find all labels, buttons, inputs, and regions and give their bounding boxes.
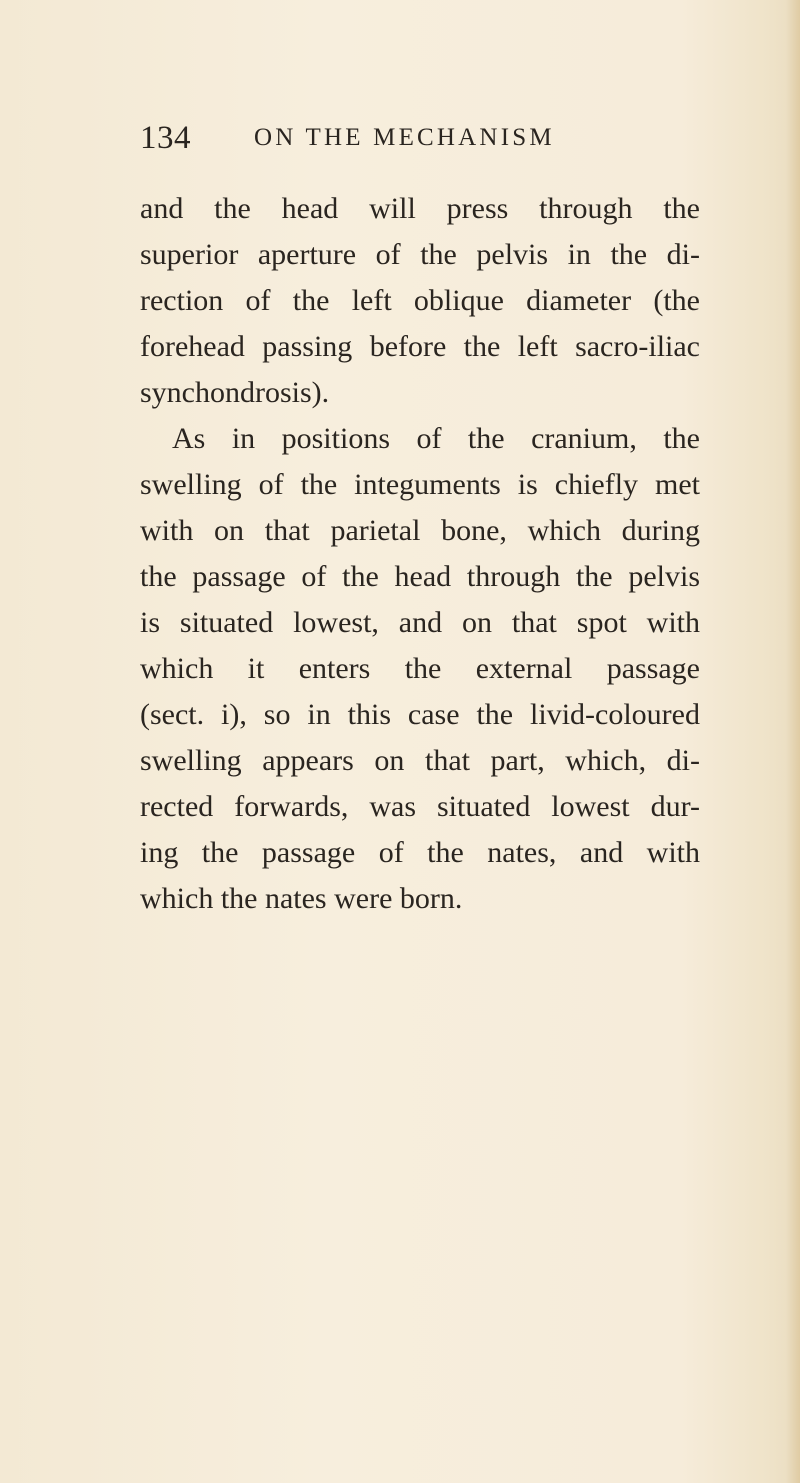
text-line: As in positions of the cranium, the	[172, 422, 700, 455]
page-number: 134	[140, 120, 191, 156]
text-line: superior aperture of the pelvis in the di-	[140, 238, 700, 271]
page-edge-shadow	[786, 0, 800, 1483]
text-line: which the nates were born.	[140, 882, 463, 915]
text-line: which it enters the external passage	[140, 652, 700, 685]
page-header	[140, 120, 700, 168]
text-line: forehead passing before the left sacro-iliac	[140, 330, 700, 363]
text-line: rection of the left oblique diameter (the	[140, 284, 700, 317]
text-line: swelling of the integuments is chiefly met	[140, 468, 700, 501]
text-line: is situated lowest, and on that spot with	[140, 606, 700, 639]
text-line: rected forwards, was situated lowest dur-	[140, 790, 700, 823]
body-text	[140, 186, 700, 922]
running-head: ON THE MECHANISM	[254, 124, 555, 151]
text-line: and the head will press through the	[140, 192, 700, 225]
text-line: with on that parietal bone, which during	[140, 514, 700, 547]
text-line: ing the passage of the nates, and with	[140, 836, 700, 869]
text-line: (sect. i), so in this case the livid-coloured	[140, 698, 700, 731]
text-line: the passage of the head through the pelvis	[140, 560, 700, 593]
text-line: swelling appears on that part, which, di-	[140, 744, 700, 777]
text-line: synchondrosis).	[140, 376, 330, 409]
